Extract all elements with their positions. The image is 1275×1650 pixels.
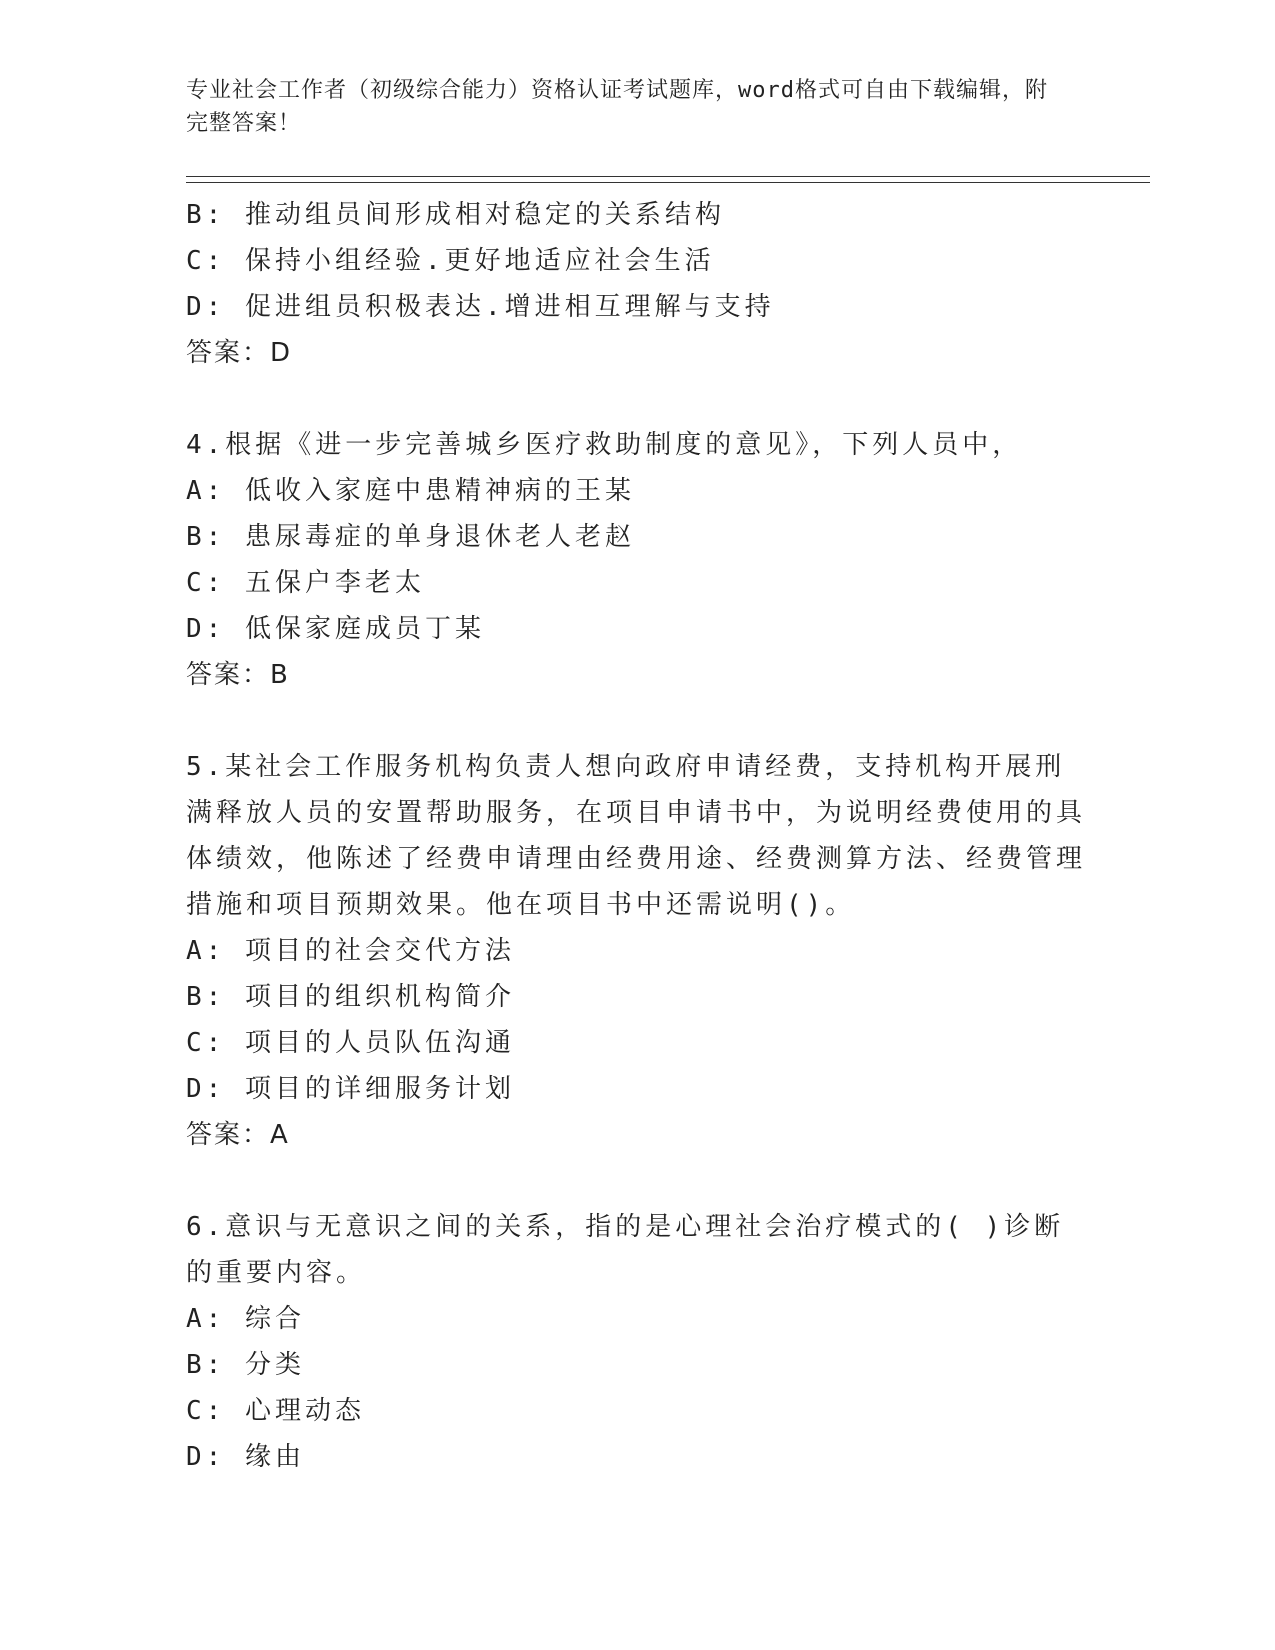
- option-a: A: 项目的社会交代方法: [186, 936, 515, 966]
- question-list: [186, 192, 1086, 1480]
- option-a: A: 低收入家庭中患精神病的王某: [186, 476, 635, 506]
- spacer: [186, 698, 1086, 744]
- question-3: [186, 192, 1086, 376]
- option-d: D: 促进组员积极表达.增进相互理解与支持: [186, 292, 775, 322]
- answer: 答案：A: [186, 1120, 290, 1150]
- header-rule-top: [186, 176, 1150, 177]
- spacer: [186, 1158, 1086, 1204]
- question-stem: 5.某社会工作服务机构负责人想向政府申请经费，支持机构开展刑满释放人员的安置帮助服务，在项目申请书中，为说明经费使用的具体绩效，他陈述了经费申请理由经费用途、经费测算方法、经费管理措施和项目预期效果。他在项目书中还需说明()。: [186, 752, 1087, 920]
- option-c: C: 五保户李老太: [186, 568, 425, 598]
- document-header: 专业社会工作者（初级综合能力）资格认证考试题库，word格式可自由下载编辑，附完整答案！: [186, 78, 1048, 136]
- option-d: D: 低保家庭成员丁某: [186, 614, 485, 644]
- option-b: B: 项目的组织机构简介: [186, 982, 515, 1012]
- option-c: C: 项目的人员队伍沟通: [186, 1028, 515, 1058]
- question-6: [186, 1204, 1086, 1480]
- option-b: B: 推动组员间形成相对稳定的关系结构: [186, 200, 725, 230]
- spacer: [186, 376, 1086, 422]
- option-c: C: 心理动态: [186, 1396, 365, 1426]
- question-4: [186, 422, 1086, 698]
- question-stem: 6.意识与无意识之间的关系，指的是心理社会治疗模式的( )诊断的重要内容。: [186, 1212, 1065, 1288]
- option-c: C: 保持小组经验.更好地适应社会生活: [186, 246, 715, 276]
- option-d: D: 缘由: [186, 1442, 305, 1472]
- option-a: A: 综合: [186, 1304, 305, 1334]
- option-d: D: 项目的详细服务计划: [186, 1074, 515, 1104]
- question-5: [186, 744, 1086, 1158]
- option-b: B: 分类: [186, 1350, 305, 1380]
- answer: 答案：B: [186, 660, 290, 690]
- option-b: B: 患尿毒症的单身退休老人老赵: [186, 522, 635, 552]
- answer: 答案：D: [186, 338, 293, 368]
- question-stem: 4.根据《进一步完善城乡医疗救助制度的意见》，下列人员中，: [186, 430, 1023, 460]
- header-rule-bottom: [186, 182, 1150, 183]
